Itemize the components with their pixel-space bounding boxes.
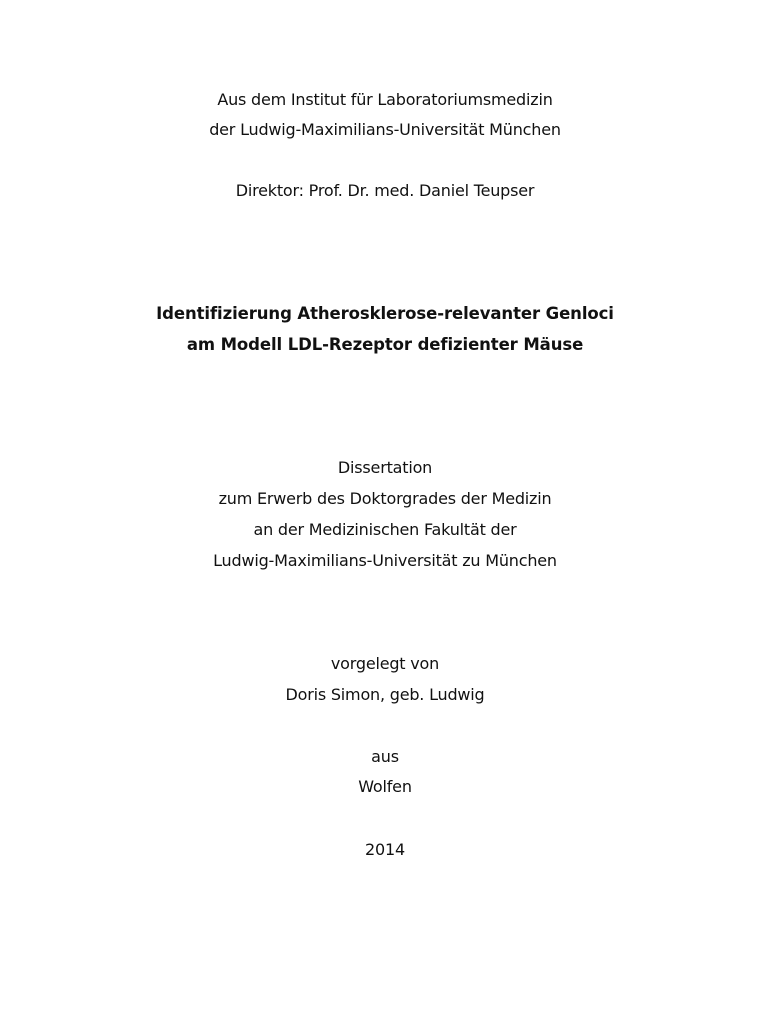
- thesis-title-line-1: Identifizierung Atherosklerose-relevanter Genloci: [156, 304, 614, 323]
- dissertation-label: Dissertation: [337, 458, 433, 477]
- year: 2014: [365, 840, 405, 859]
- university-line: der Ludwig-Maximilians-Universität München: [209, 120, 561, 139]
- thesis-title-line-2: am Modell LDL-Rezeptor defizienter Mäuse: [186, 335, 584, 354]
- degree-purpose-line: zum Erwerb des Doktorgrades der Medizin: [218, 489, 552, 508]
- institute-line: Aus dem Institut für Laboratoriumsmedizin: [217, 90, 553, 109]
- director-line: Direktor: Prof. Dr. med. Daniel Teupser: [235, 181, 535, 200]
- presented-by-label: vorgelegt von: [330, 654, 440, 673]
- faculty-line: an der Medizinischen Fakultät der: [253, 520, 517, 539]
- from-label: aus: [371, 747, 399, 766]
- hometown: Wolfen: [358, 777, 412, 796]
- author-name: Doris Simon, geb. Ludwig: [285, 685, 485, 704]
- university-full-line: Ludwig-Maximilians-Universität zu München: [213, 551, 557, 570]
